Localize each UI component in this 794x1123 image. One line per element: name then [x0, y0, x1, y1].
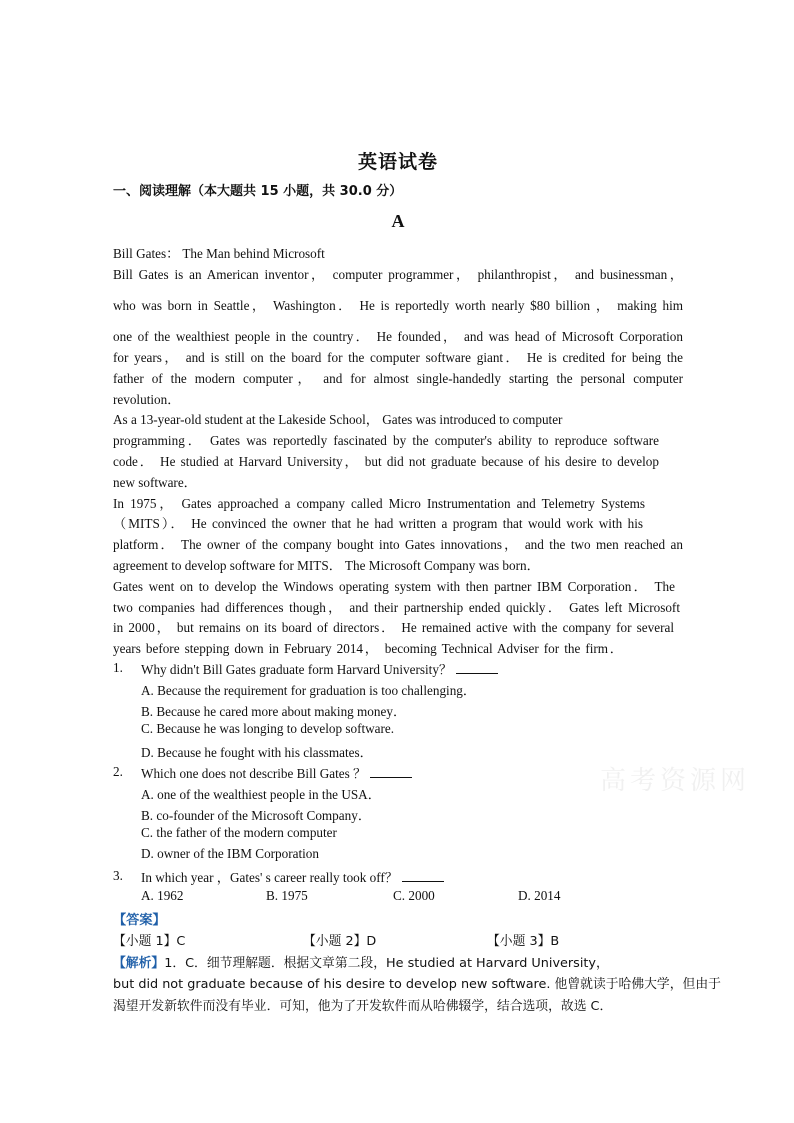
passage-line: who was born in Seattle， Washington． He is reportedly worth nearly $80 billion ， making him: [113, 298, 683, 313]
option: B. Because he cared more about making money．: [141, 704, 407, 719]
answer-item: 【小题 1】C: [113, 934, 186, 949]
passage-line: agreement to develop software for MITS． The Microsoft Company was born．: [113, 558, 540, 573]
option: C. the father of the modern computer: [141, 825, 337, 840]
explanation-line: but did not graduate because of his desire to develop new software. 他曾就读于哈佛大学，但由于: [113, 977, 721, 992]
explanation-line: [113, 952, 609, 971]
passage-line: programming． Gates was reportedly fascinated by the computer's ability to reproduce software: [113, 433, 659, 448]
passage-line: one of the wealthiest people in the country． He founded， and was head of Microsoft Corporation: [113, 329, 683, 344]
question-2: [141, 763, 412, 782]
passage-line: in 2000， but remains on its board of directors． He remained active with the company for several: [113, 620, 674, 635]
passage-line: revolution．: [113, 392, 181, 407]
option: D. owner of the IBM Corporation: [141, 846, 319, 861]
question-text: In which year ，Gates' s career really took off？: [141, 870, 398, 885]
passage-line: code． He studied at Harvard University， but did not graduate because of his desire to develop: [113, 454, 659, 469]
passage-title: Bill Gates： The Man behind Microsoft: [113, 246, 325, 261]
option: B. co-founder of the Microsoft Company．: [141, 808, 372, 823]
passage-line: two companies had differences though， and their partnership ended quickly． Gates left Microsoft: [113, 600, 680, 615]
passage-line: platform． The owner of the company bought into Gates innovations， and the two men reached an: [113, 537, 683, 552]
question-text: Why didn't Bill Gates graduate form Harvard University？: [141, 662, 453, 677]
passage-line: new software．: [113, 475, 197, 490]
option: A. 1962: [141, 888, 184, 903]
passage-line: years before stepping down in February 2014， becoming Technical Adviser for the firm．: [113, 641, 623, 656]
answer-label: 【答案】: [113, 913, 166, 928]
passage-line: In 1975， Gates approached a company called Micro Instrumentation and Telemetry Systems: [113, 496, 645, 511]
explanation-label: 【解析】: [113, 956, 165, 971]
passage-line: for years， and is still on the board for the computer software giant． He is credited for being the: [113, 350, 683, 365]
option: C. 2000: [393, 888, 435, 903]
option: A. one of the wealthiest people in the USA．: [141, 787, 381, 802]
explanation-text: 1．C．细节理解题．根据文章第二段，He studied at Harvard University，: [164, 956, 609, 971]
page-title: 英语试卷: [357, 151, 438, 173]
passage-line: （MITS）． He convinced the owner that he had written a program that would work with his: [113, 516, 643, 531]
question-3: [141, 867, 444, 886]
option: A. Because the requirement for graduation is too challenging．: [141, 683, 477, 698]
question-text: Which one does not describe Bill Gates ？: [141, 766, 367, 781]
question-number: 2.: [113, 764, 123, 779]
question-1: [141, 659, 498, 678]
explanation-line: 渴望开发新软件而没有毕业．可知，他为了开发软件而从哈佛辍学，结合选项，故选 C．: [113, 999, 613, 1014]
option: B. 1975: [266, 888, 308, 903]
passage-line: Gates went on to develop the Windows operating system with then partner IBM Corporation． The: [113, 579, 675, 594]
option: D. 2014: [518, 888, 561, 903]
passage-line: As a 13-year-old student at the Lakeside School， Gates was introduced to computer: [113, 412, 563, 427]
passage-letter: A: [391, 211, 405, 231]
answer-item: 【小题 3】B: [487, 934, 560, 949]
answer-blank: [370, 765, 412, 778]
passage-line: Bill Gates is an American inventor， computer programmer， philanthropist， and businessman，: [113, 267, 683, 282]
option: D. Because he fought with his classmates．: [141, 745, 373, 760]
answer-item: 【小题 2】D: [303, 934, 377, 949]
watermark: 高考资源网: [600, 766, 751, 796]
question-number: 3.: [113, 868, 123, 883]
question-number: 1.: [113, 660, 123, 675]
answer-blank: [402, 869, 444, 882]
passage-line: father of the modern computer， and for almost single-handedly starting the personal computer: [113, 371, 683, 386]
option: C. Because he was longing to develop software.: [141, 721, 395, 736]
answer-blank: [456, 661, 498, 674]
section-heading: 一、阅读理解（本大题共 15 小题，共 30.0 分）: [113, 184, 403, 199]
